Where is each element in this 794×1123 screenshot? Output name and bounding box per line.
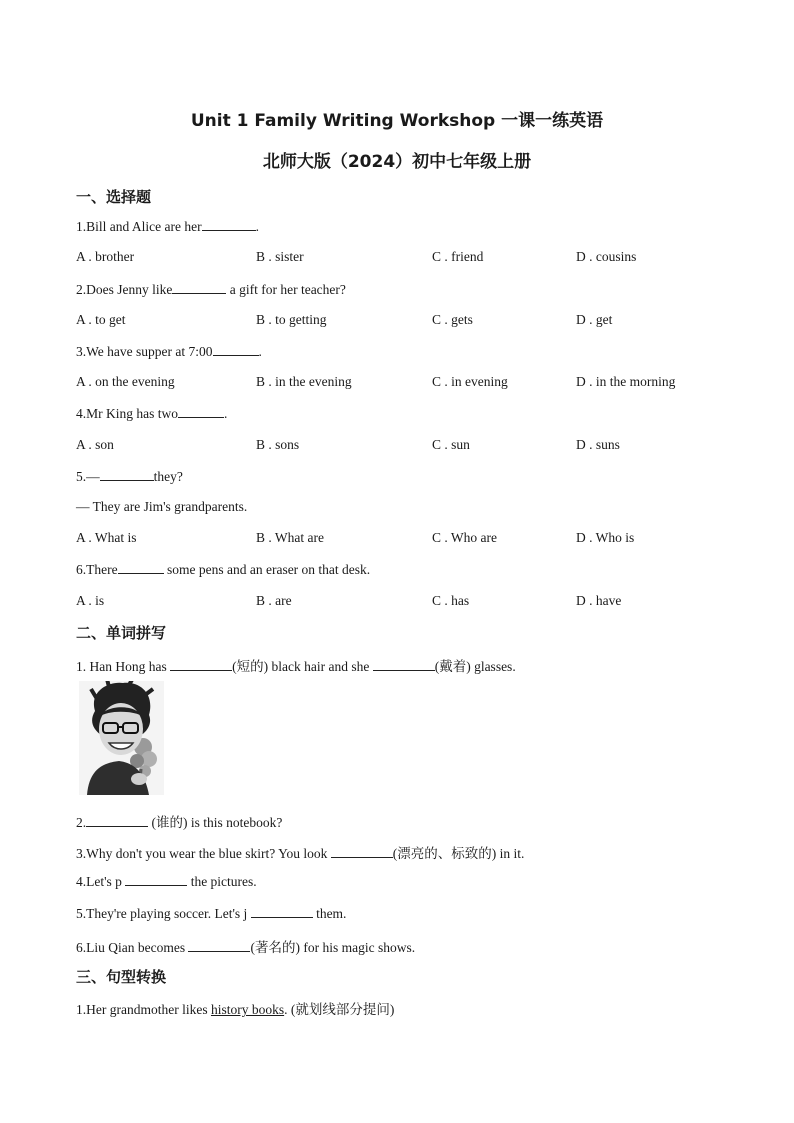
question-text: . bbox=[224, 406, 228, 421]
answer-blank bbox=[172, 281, 226, 294]
option-b: B . to getting bbox=[256, 312, 327, 327]
answer-blank bbox=[188, 939, 250, 952]
option-d: D . have bbox=[576, 593, 622, 608]
option-d: D . in the morning bbox=[576, 374, 676, 389]
question-text: them. bbox=[312, 906, 347, 921]
question-text: 1.Bill and Alice are her bbox=[76, 219, 202, 234]
answer-blank bbox=[373, 658, 435, 671]
spelling-question-5 bbox=[76, 905, 346, 922]
question-4 bbox=[76, 405, 227, 422]
spelling-question-2 bbox=[76, 811, 282, 831]
option-c: C . has bbox=[432, 593, 470, 608]
question-text: some pens and an eraser on that desk. bbox=[163, 562, 371, 577]
spelling-question-6 bbox=[76, 936, 415, 956]
question-text: 1. Han Hong has bbox=[76, 659, 171, 674]
option-a: A . is bbox=[76, 593, 105, 608]
option-d: D . suns bbox=[576, 437, 620, 452]
answer-blank bbox=[251, 905, 313, 918]
question-6 bbox=[76, 561, 370, 578]
question-5-reply: — They are Jim's grandparents. bbox=[76, 499, 248, 514]
option-c: C . friend bbox=[432, 249, 484, 264]
question-text: 5.They're playing soccer. Let's j bbox=[76, 906, 251, 921]
option-a: A . What is bbox=[76, 530, 137, 545]
question-3 bbox=[76, 343, 262, 360]
answer-blank bbox=[202, 218, 256, 231]
section-heading-choice: 一、选择题 bbox=[76, 188, 152, 206]
section-heading-spelling: 二、单词拼写 bbox=[76, 624, 167, 642]
answer-blank bbox=[178, 405, 224, 418]
woman-with-glasses-photo bbox=[79, 681, 164, 795]
question-2 bbox=[76, 281, 346, 298]
option-d: D . get bbox=[576, 312, 613, 327]
question-text: 2.Does Jenny like bbox=[76, 282, 173, 297]
question-text: (戴着) glasses. bbox=[434, 659, 516, 674]
question-1 bbox=[76, 218, 259, 235]
answer-blank bbox=[331, 845, 393, 858]
spelling-question-4 bbox=[76, 873, 257, 890]
question-text: 6.Liu Qian becomes bbox=[76, 940, 189, 955]
option-c: C . sun bbox=[432, 437, 470, 452]
question-text: the pictures. bbox=[187, 874, 257, 889]
option-a: A . to get bbox=[76, 312, 126, 327]
question-text: 4.Let's p bbox=[76, 874, 126, 889]
answer-blank bbox=[213, 343, 259, 356]
question-text: 5.— bbox=[76, 469, 100, 484]
answer-blank bbox=[170, 658, 232, 671]
spelling-question-3 bbox=[76, 842, 524, 862]
answer-blank bbox=[125, 873, 187, 886]
question-text: 4.Mr King has two bbox=[76, 406, 178, 421]
section-heading-transform: 三、句型转换 bbox=[76, 968, 167, 986]
option-a: A . on the evening bbox=[76, 374, 175, 389]
title-line-1: Unit 1 Family Writing Workshop 一课一练英语 bbox=[190, 111, 604, 131]
question-5 bbox=[76, 468, 183, 485]
question-text: 3.Why don't you wear the blue skirt? You look bbox=[76, 846, 331, 861]
answer-blank bbox=[100, 468, 154, 481]
option-b: B . sons bbox=[256, 437, 300, 452]
option-b: B . are bbox=[256, 593, 292, 608]
option-b: B . sister bbox=[256, 249, 304, 264]
title-line-2: 北师大版（2024）初中七年级上册 bbox=[262, 152, 532, 172]
question-text: a gift for her teacher? bbox=[226, 282, 346, 297]
question-text: (短的) black hair and she bbox=[232, 659, 373, 674]
answer-blank bbox=[86, 814, 148, 827]
question-text: . bbox=[258, 344, 262, 359]
option-a: A . brother bbox=[76, 249, 135, 264]
option-c: C . Who are bbox=[432, 530, 497, 545]
transform-question-1 bbox=[76, 998, 394, 1018]
option-d: D . Who is bbox=[576, 530, 635, 545]
underlined-phrase: history books bbox=[210, 1002, 285, 1017]
option-b: B . What are bbox=[256, 530, 324, 545]
option-d: D . cousins bbox=[576, 249, 637, 264]
question-text: 2. bbox=[76, 815, 87, 830]
question-text: (漂亮的、标致的) in it. bbox=[392, 846, 525, 861]
answer-blank bbox=[118, 561, 164, 574]
question-text: . bbox=[255, 219, 259, 234]
question-text: (著名的) for his magic shows. bbox=[250, 940, 416, 955]
question-text: 1.Her grandmother likes bbox=[76, 1002, 211, 1017]
question-text: 6.There bbox=[76, 562, 118, 577]
question-text: . (就划线部分提问) bbox=[284, 1002, 395, 1017]
option-b: B . in the evening bbox=[256, 374, 352, 389]
question-text: they? bbox=[153, 469, 183, 484]
question-text: (谁的) is this notebook? bbox=[148, 815, 283, 830]
spelling-question-1 bbox=[76, 655, 516, 675]
option-c: C . in evening bbox=[432, 374, 508, 389]
option-c: C . gets bbox=[432, 312, 473, 327]
option-a: A . son bbox=[76, 437, 114, 452]
question-text: 3.We have supper at 7:00 bbox=[76, 344, 213, 359]
